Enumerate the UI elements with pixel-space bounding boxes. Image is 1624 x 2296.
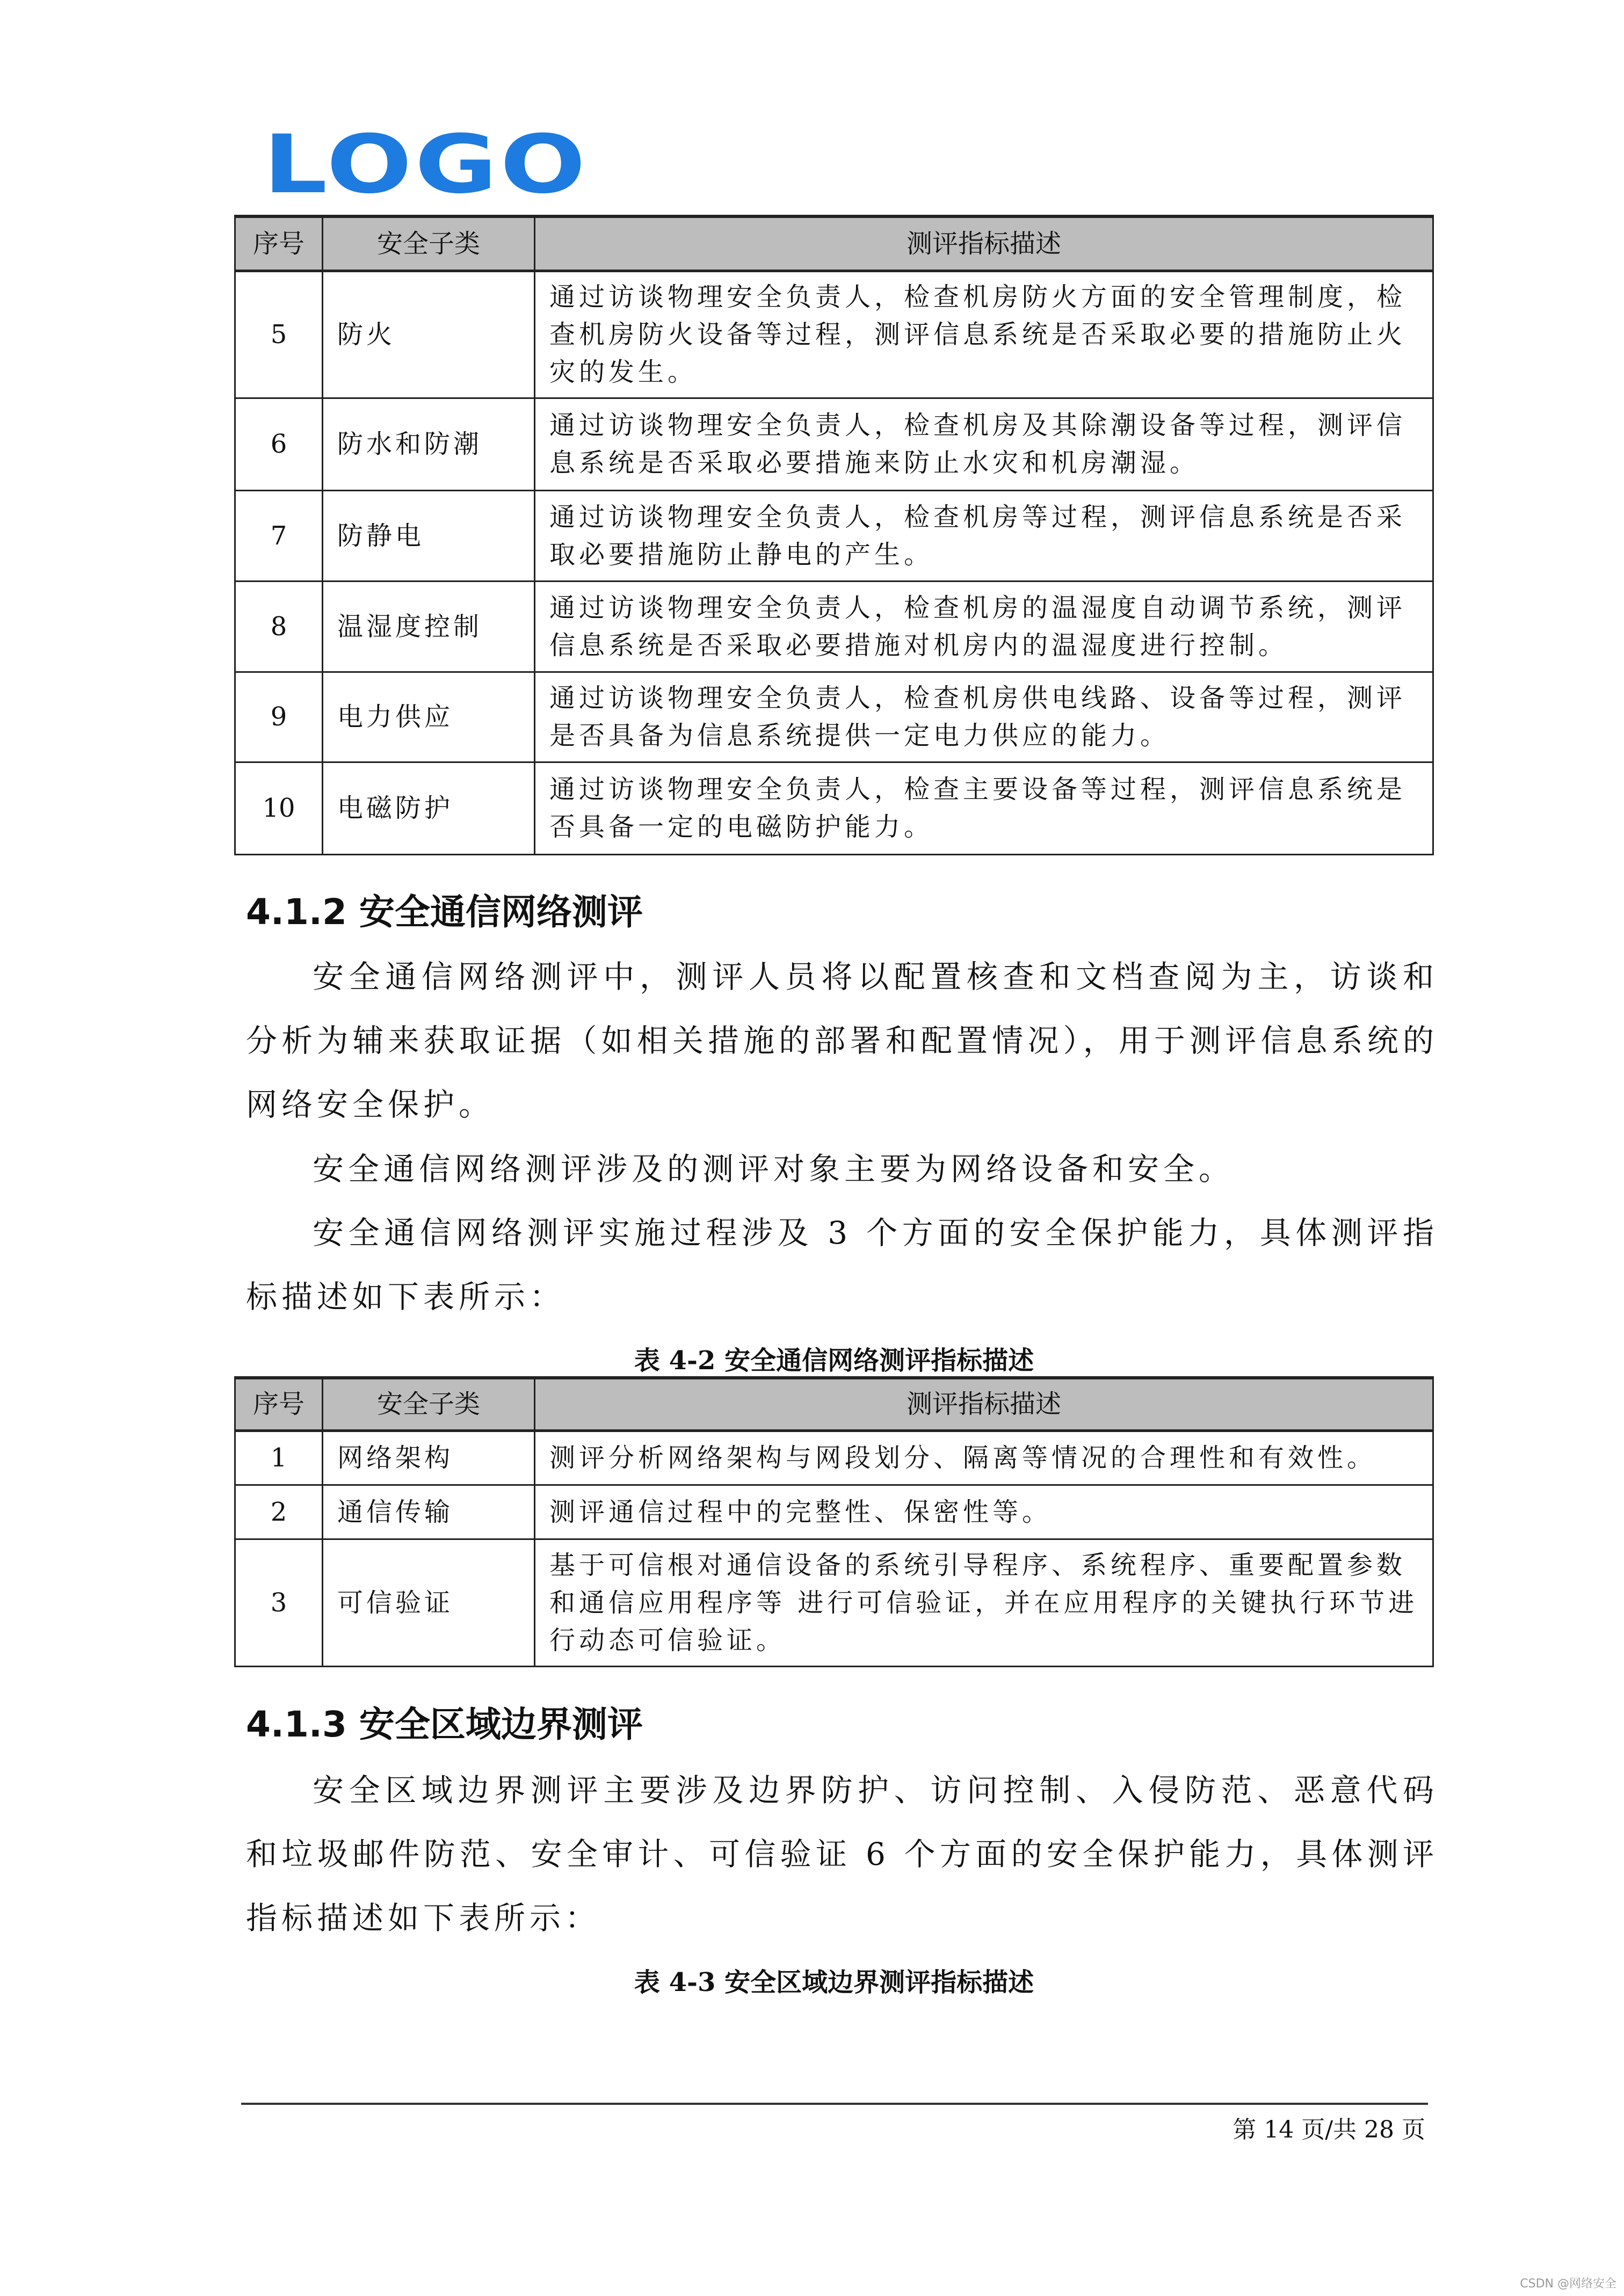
row-category: 防火 — [323, 271, 535, 398]
row-desc: 测评分析网络架构与网段划分、隔离等情况的合理性和有效性。 — [535, 1430, 1433, 1485]
section-heading-413: 4.1.3 安全区域边界测评 — [246, 1704, 643, 1745]
section-heading-412: 4.1.2 安全通信网络测评 — [246, 891, 643, 933]
row-desc: 通过访谈物理安全负责人，检查主要设备等过程，测评信息系统是否具备一定的电磁防护能力。 — [535, 762, 1433, 854]
table-row — [235, 1539, 1433, 1666]
page-number: 第 14 页/共 28 页 — [1233, 2116, 1425, 2144]
table-row — [235, 398, 1433, 490]
table-row — [235, 672, 1433, 762]
network-security-table — [234, 1376, 1434, 1667]
row-category: 电磁防护 — [323, 762, 535, 854]
table-row — [235, 762, 1433, 854]
header-category: 安全子类 — [323, 216, 535, 271]
table-row — [235, 1485, 1433, 1539]
row-desc: 通过访谈物理安全负责人，检查机房等过程，测评信息系统是否采取必要措施防止静电的产生。 — [535, 490, 1433, 581]
row-no: 7 — [235, 490, 323, 581]
row-category: 通信传输 — [323, 1485, 535, 1539]
row-no: 9 — [235, 672, 323, 762]
footer-divider — [241, 2103, 1428, 2105]
row-desc: 通过访谈物理安全负责人，检查机房供电线路、设备等过程，测评是否具备为信息系统提供一定电力供应的能力。 — [535, 672, 1433, 762]
table-caption: 表 4-2 安全通信网络测评指标描述 — [634, 1346, 1034, 1376]
table-row — [235, 581, 1433, 672]
table-row — [235, 490, 1433, 581]
table-header — [235, 216, 1433, 271]
row-category: 防水和防潮 — [323, 398, 535, 490]
row-no: 6 — [235, 398, 323, 490]
row-category: 防静电 — [323, 490, 535, 581]
row-no: 8 — [235, 581, 323, 672]
row-desc: 测评通信过程中的完整性、保密性等。 — [535, 1485, 1433, 1539]
row-category: 网络架构 — [323, 1430, 535, 1485]
row-category: 温湿度控制 — [323, 581, 535, 672]
table-row — [235, 1430, 1433, 1485]
row-desc: 通过访谈物理安全负责人，检查机房的温湿度自动调节系统，测评信息系统是否采取必要措施对机房内的温湿度进行控制。 — [535, 581, 1433, 672]
paragraph: 安全通信网络测评中，测评人员将以配置核查和文档查阅为主，访谈和分析为辅来获取证据（如相关措施的部署和配置情况），用于测评信息系统的网络安全保护。 — [246, 958, 1438, 1123]
paragraph: 安全通信网络测评实施过程涉及 3 个方面的安全保护能力，具体测评指标描述如下表所示： — [246, 1215, 1438, 1315]
table-header — [235, 1378, 1433, 1430]
paragraph: 安全区域边界测评主要涉及边界防护、访问控制、入侵防范、恶意代码和垃圾邮件防范、安全审计、可信验证 6 个方面的安全保护能力，具体测评指标描述如下表所示： — [246, 1772, 1438, 1936]
header-category: 安全子类 — [323, 1378, 535, 1430]
header-desc: 测评指标描述 — [535, 1378, 1433, 1430]
row-category: 电力供应 — [323, 672, 535, 762]
row-desc: 通过访谈物理安全负责人，检查机房及其除潮设备等过程，测评信息系统是否采取必要措施来防止水灾和机房潮湿。 — [535, 398, 1433, 490]
row-no: 3 — [235, 1539, 323, 1666]
row-no: 5 — [235, 271, 323, 398]
row-no: 1 — [235, 1430, 323, 1485]
row-category: 可信验证 — [323, 1539, 535, 1666]
header-desc: 测评指标描述 — [535, 216, 1433, 271]
header-no: 序号 — [235, 1378, 323, 1430]
watermark: CSDN @网络安全 — [1520, 2277, 1616, 2291]
table-row — [235, 271, 1433, 398]
table-caption: 表 4-3 安全区域边界测评指标描述 — [634, 1967, 1034, 1997]
header-no: 序号 — [235, 216, 323, 271]
company-logo: LOGO — [263, 118, 589, 212]
row-desc: 通过访谈物理安全负责人，检查机房防火方面的安全管理制度，检查机房防火设备等过程，测评信息系统是否采取必要的措施防止火灾的发生。 — [535, 271, 1433, 398]
paragraph: 安全通信网络测评涉及的测评对象主要为网络设备和安全。 — [313, 1151, 1235, 1187]
row-desc: 基于可信根对通信设备的系统引导程序、系统程序、重要配置参数和通信应用程序等 进行可信验证，并在应用程序的关键执行环节进行动态可信验证。 — [535, 1539, 1433, 1666]
physical-security-table — [234, 215, 1434, 855]
row-no: 10 — [235, 762, 323, 854]
row-no: 2 — [235, 1485, 323, 1539]
